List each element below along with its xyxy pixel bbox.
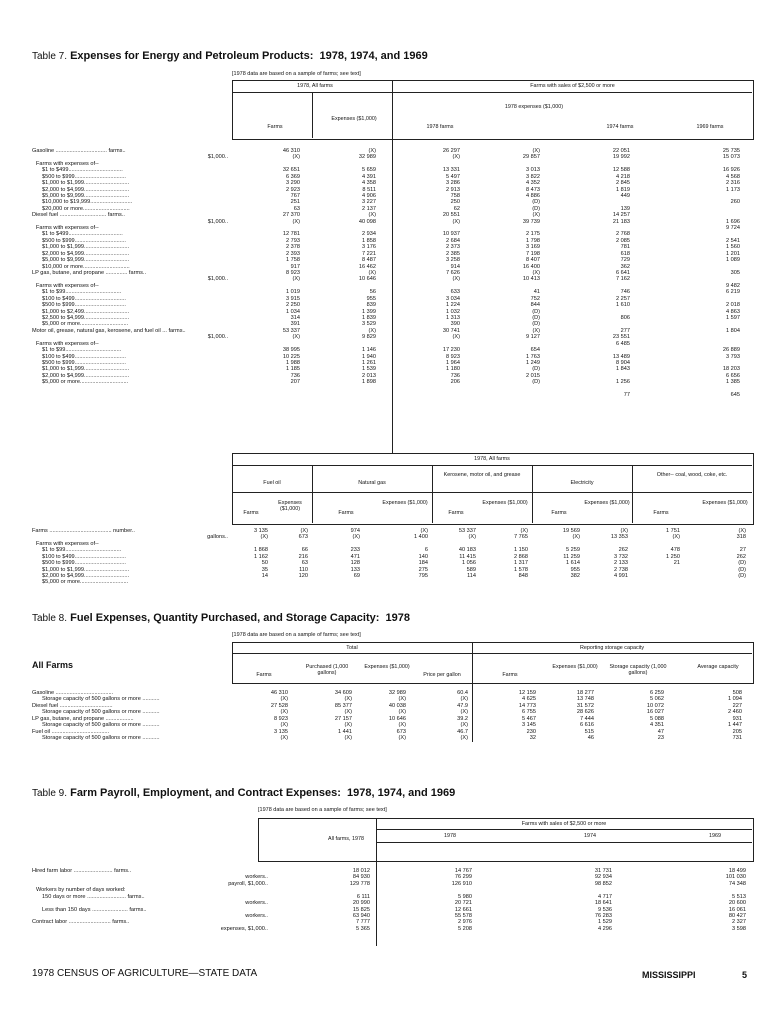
table9-header-1978: 1978 [444, 833, 456, 839]
sub-head-farms-5: Farms [653, 510, 669, 516]
sub-head-farms-1: Farms [243, 510, 259, 516]
table7-sub-header: 1978, All farms [474, 456, 510, 462]
sub-rule-mid [232, 492, 752, 493]
stub-row: Farms ........................................ number.. [32, 528, 135, 534]
sub-col-6: (X) 7 765 1 150 2 868 1 317 1 578 848 [514, 528, 528, 579]
table9-col-1969: 18 499 101 030 74 348 5 513 20 600 16 061 80 427 2 327 3 598 [725, 868, 746, 932]
table9-divider [376, 818, 377, 946]
table7-divider [392, 80, 393, 453]
stub-row: $2,000 to $4,999............................. [42, 372, 130, 379]
table8-col-price: 60.4 (X) 47.9 (X) 39.2 (X) 46.7 (X) [457, 690, 468, 741]
stub-row: $1,000.. [207, 154, 228, 161]
stub-row: $1 to $499................................... [42, 231, 123, 238]
table8-title-text: Fuel Expenses, Quantity Purchased, and Storage Capacity: [70, 612, 380, 624]
stub-row: $1,000 to $1,999............................. [42, 180, 130, 187]
stub-row: $1,000 to $1,999............................. [42, 566, 130, 573]
footer-state: MISSISSIPPI [642, 970, 696, 980]
stub-row: workers.. [245, 900, 268, 907]
table8-number: Table 8. [32, 613, 68, 624]
table9-header-all: All farms, 1978 [328, 836, 364, 842]
stub-row: $20,000 or more.............................. [42, 205, 130, 212]
stub-row: Storage capacity of 500 gallons or more ........... [42, 696, 160, 703]
stub-row: $5,000 to $9,999............................. [42, 192, 130, 199]
stub-row: workers.. [245, 874, 268, 881]
table8-stub [32, 690, 228, 741]
stub-row: Contract labor ........................... farms.. [32, 919, 130, 926]
table9-col-all: 18 012 84 930 129 778 6 111 20 990 15 825 63 940 7 777 5 365 [349, 868, 370, 932]
sub-col-4: (X) 1 400 6 140 184 275 795 [414, 528, 428, 579]
table8-header-storage: Reporting storage capacity [579, 645, 645, 651]
table7-header-farms: Farms [267, 124, 283, 130]
stub-row: $100 to $499................................. [42, 353, 126, 360]
table7-stub [32, 148, 228, 386]
sub-col-7: 19 569 (X) 5 259 11 259 1 614 955 382 [562, 528, 580, 579]
stub-row: Hired farm labor ......................... farms.. [32, 868, 132, 874]
table7-sub-stub [32, 528, 228, 586]
stub-row: $1,000.. [207, 276, 228, 283]
stub-row: $2,500 to $4,999............................. [42, 314, 130, 321]
stub-row: $1,000.. [207, 218, 228, 225]
stub-row: $500 to $999................................. [42, 560, 126, 567]
table8-col-farms: 46 310 (X) 27 528 (X) 8 923 (X) 3 135 (X) [270, 690, 288, 741]
stub-row: $500 to $999................................. [42, 302, 126, 309]
stub-row: Workers by number of days worked: [36, 887, 126, 894]
stub-row: $2,000 to $4,999............................. [42, 250, 130, 257]
table8-header-total: Total [346, 645, 358, 651]
table8-divider [472, 642, 473, 742]
sub-head-exp-4: Expenses ($1,000) [584, 500, 630, 506]
stub-row: $100 to $499................................. [42, 553, 126, 560]
sub-col-1: 3 135 (X) 1 868 1 162 50 35 14 [254, 528, 268, 579]
sub-head-exp-2: Expenses ($1,000) [382, 500, 428, 506]
stub-row: Farms with expenses of-- [36, 225, 99, 232]
sub-col-3: 974 (X) 233 471 128 133 69 [350, 528, 360, 579]
stub-row: $1,000 to $1,999............................. [42, 244, 130, 251]
table7-col-rule [312, 92, 313, 138]
table8-head-capacity: Storage capacity (1,000 gallons) [609, 664, 667, 677]
sub-head-farms-4: Farms [551, 510, 567, 516]
table8-col-expenses-storage: 18 277 13 748 31 572 28 626 7 444 6 616 515 46 [576, 690, 594, 741]
stub-row: $5,000 or more............................... [42, 579, 129, 586]
table8-head-farms-storage: Farms [502, 672, 518, 678]
sub-col-2: (X) 673 66 216 63 110 120 [298, 528, 308, 579]
stub-row: Farms with expenses of-- [36, 282, 99, 289]
sub-group-electricity: Electricity [570, 480, 594, 486]
stub-row: Farms with expenses of-- [36, 160, 99, 167]
table9-header-1974: 1974 [584, 833, 596, 839]
table8-head-expenses: Expenses ($1,000) [364, 664, 410, 670]
stub-row: LP gas, butane, and propane .............. farms.. [32, 270, 147, 277]
sub-col-8: (X) 13 353 262 3 732 2 133 2 738 4 991 [610, 528, 628, 579]
stub-row: Fuel oil ..................................... [32, 728, 110, 735]
stub-row: $1,000 to $1,999............................. [42, 366, 130, 373]
table9-header-sales: Farms with sales of $2,500 or more [521, 821, 607, 827]
table9-col-1978: 14 767 76 299 126 910 5 980 20 721 12 661 55 578 2 976 5 208 [451, 868, 472, 932]
stub-row: Farms with expenses of-- [36, 340, 99, 347]
footer-left: 1978 CENSUS OF AGRICULTURE—STATE DATA [32, 968, 258, 979]
table7-header-expenses: Expenses ($1,000) [331, 116, 377, 122]
sub-head-farms-3: Farms [448, 510, 464, 516]
stub-row: $500 to $999................................. [42, 359, 126, 366]
table7-number: Table 7. [32, 51, 68, 62]
table7-note: [1978 data are based on a sample of farms; see text] [232, 71, 361, 77]
table9-title-text: Farm Payroll, Employment, and Contract Expenses: [70, 787, 341, 799]
sub-rule-1 [312, 465, 313, 523]
sub-rule-2 [432, 465, 433, 523]
stub-row: 150 days or more ......................... farms.. [42, 893, 145, 900]
stub-row: Gasoline ..................................... [32, 690, 114, 696]
table8-header-rule [232, 653, 752, 654]
stub-row: Storage capacity of 500 gallons or more ........... [42, 734, 160, 741]
table9-stub [32, 868, 268, 932]
table9-note: [1978 data are based on a sample of farms; see text] [258, 807, 387, 813]
sub-col-9: 1 751 (X) 478 1 250 21 [666, 528, 680, 567]
table7-header-rule [232, 92, 752, 93]
table8-years: 1978 [385, 612, 411, 624]
stub-row: Gasoline ................................. farms.. [32, 148, 126, 154]
table7-sub-rule [232, 465, 752, 466]
table7-header-sales: Farms with sales of $2,500 or more [530, 83, 615, 89]
table8-head-farms: Farms [256, 672, 272, 678]
stub-row: $5,000 to $9,999............................. [42, 257, 130, 264]
table7-title [32, 50, 428, 63]
table9-header-1969: 1969 [709, 833, 721, 839]
page-number: 5 [742, 970, 748, 980]
table8-stub-title: All Farms [32, 660, 74, 670]
sub-group-fuel-oil: Fuel oil [263, 480, 281, 486]
stub-row: $1 to $99.................................... [42, 289, 122, 296]
stub-row: LP gas, butane, and propane .................. [32, 715, 134, 722]
table8-head-average: Average capacity [697, 664, 739, 670]
stub-row: $1 to $99.................................... [42, 347, 122, 354]
table9-title [32, 787, 455, 800]
stub-row: $1 to $499................................... [42, 167, 123, 174]
stub-row: $1 to $99.................................... [42, 547, 122, 554]
stub-row: $1,000.. [207, 334, 228, 341]
stub-row: workers.. [245, 912, 268, 919]
stub-row: Less than 150 days ....................... farms.. [42, 906, 147, 913]
table8-col-purchased: 34 609 (X) 85 377 (X) 27 157 (X) 1 441 (X) [334, 690, 352, 741]
stub-row: $5,000 or more............................... [42, 321, 129, 328]
table9-years: 1978, 1974, and 1969 [347, 787, 456, 799]
table9-header-rule [376, 829, 752, 830]
table7-header-1978expenses: 1978 expenses ($1,000) [504, 104, 564, 110]
sub-col-5: 53 337 (X) 40 183 11 415 1 056 589 114 [458, 528, 476, 579]
table8-head-price: Price per gallon [423, 672, 461, 678]
stub-row: $5,000 or more............................... [42, 379, 129, 386]
table7-header-1969: 1969 farms [696, 124, 724, 130]
table7-header-all: 1978, All farms [297, 83, 333, 89]
stub-row: $2,000 to $4,999............................. [42, 186, 130, 193]
stub-row: expenses, $1,000.. [220, 925, 268, 932]
stub-row: Diesel fuel .................................. [32, 702, 113, 709]
sub-col-10: (X) 318 27 262 (D) (D) (D) [736, 528, 746, 579]
stub-row: $10,000 or more.............................. [42, 263, 130, 270]
table7-col-1974: 22 051 19 992 12 588 4 218 2 845 1 819 449 139 14 257 21 183 2 768 2 085 781 618 729 362 6 641 7 162 746 2 257 1 610 806 277 23 551 6 485 13 489 8 904 1 843 1 256 77 [612, 148, 630, 399]
sub-group-natural-gas: Natural gas [358, 480, 386, 486]
table8-head-expenses-storage: Expenses ($1,000) [552, 664, 598, 670]
stub-row: $100 to $499................................. [42, 295, 126, 302]
stub-row: $500 to $999................................. [42, 237, 126, 244]
table8-title [32, 612, 410, 625]
sub-head-exp-5: Expenses ($1,000) [702, 500, 748, 506]
table7-col-1978expenses: (X) 29 857 3 013 3 822 4 352 8 473 4 886 (D) (D) (X) 39 739 2 175 1 798 3 169 7 198 8 407 16 400 (X) 10 413 41 752 844 (D) (D) (D) (X) 9 127 654 1 763 1 249 (D) 2 015 (D) [522, 148, 540, 386]
stub-row: payroll, $1,000.. [228, 880, 268, 887]
table7-col-farms: 46 310 (X) 32 651 6 369 3 290 2 923 767 251 63 27 370 (X) 12 781 2 793 2 378 2 393 1 758 917 8 923 (X) 1 019 3 915 2 250 1 034 314 391 53 337 (X) 38 995 10 225 1 988 1 185 736 207 [282, 148, 300, 386]
sub-head-farms-2: Farms [338, 510, 354, 516]
table8-head-purchased: Purchased (1,000 gallons) [305, 664, 349, 677]
table9-number: Table 9. [32, 788, 68, 799]
table7-title-text: Expenses for Energy and Petroleum Products: [70, 50, 314, 62]
table8-col-expenses: 32 989 (X) 40 038 (X) 10 646 (X) 673 (X) [388, 690, 406, 741]
stub-row: $10,000 to $19,999........................... [42, 199, 133, 206]
table7-header-1974: 1974 farms [606, 124, 634, 130]
sub-rule-4 [632, 465, 633, 523]
table7-years: 1978, 1974, and 1969 [319, 50, 428, 62]
sub-group-kerosene: Kerosene, motor oil, and grease [443, 472, 521, 478]
sub-head-exp-1: Expenses ($1,000) [278, 500, 302, 513]
table8-col-farms-storage: 12 159 4 625 14 773 6 755 5 467 3 145 230 32 [518, 690, 536, 741]
table7-col-expenses: (X) 32 989 5 659 4 391 4 358 8 511 4 906 3 227 2 137 (X) 40 098 2 934 1 858 3 176 7 221 8 487 16 462 (X) 10 646 56 955 839 1 399 1 839 3 529 (X) 9 829 1 146 1 940 1 261 1 539 2 013 1 898 [358, 148, 376, 386]
table7-col-1969: 25 735 15 073 16 926 4 568 2 316 1 173 260 1 696 9 724 2 541 1 560 1 201 1 089 305 9 482 6 219 2 018 4 863 1 597 1 804 26 889 3 793 18 203 6 656 1 385 645 [722, 148, 740, 399]
table8-col-capacity: 6 259 5 062 10 072 16 027 5 088 4 351 47 23 [646, 690, 664, 741]
table9-header-rule-2 [376, 842, 752, 843]
sub-rule-3 [532, 465, 533, 523]
sub-group-other: Other-- coal, wood, coke, etc. [656, 472, 728, 478]
stub-row: $500 to $999................................. [42, 173, 126, 180]
table8-col-average: 508 1 094 227 2 460 931 1 447 205 731 [728, 690, 742, 741]
stub-row: $1,000 to $2,499............................. [42, 308, 130, 315]
sub-head-exp-3: Expenses ($1,000) [482, 500, 528, 506]
stub-row: $2,000 to $4,999............................. [42, 572, 130, 579]
table8-note: [1978 data are based on a sample of farms; see text] [232, 632, 361, 638]
table7-col-1978farms: 26 297 (X) 13 331 5 497 3 286 2 913 758 250 62 20 551 (X) 10 937 2 684 2 373 2 385 3 258 914 7 626 (X) 633 3 034 1 224 1 032 1 313 390 30 741 (X) 17 230 8 923 1 964 1 180 736 206 [442, 148, 460, 386]
stub-row: Farms with expenses of-- [36, 540, 99, 547]
stub-row: gallons.. [207, 534, 228, 541]
table7-header-1978farms: 1978 farms [426, 124, 454, 130]
stub-row: Diesel fuel .............................. farms.. [32, 212, 125, 219]
stub-row: Motor oil, grease, natural gas, kerosene, and fuel oil ... farms.. [32, 327, 186, 334]
table9-col-1974: 31 731 92 934 98 852 4 717 18 641 9 536 76 283 1 529 4 296 [594, 868, 612, 932]
stub-row: Storage capacity of 500 gallons or more ........... [42, 722, 160, 729]
stub-row: Storage capacity of 500 gallons or more ........... [42, 709, 160, 716]
